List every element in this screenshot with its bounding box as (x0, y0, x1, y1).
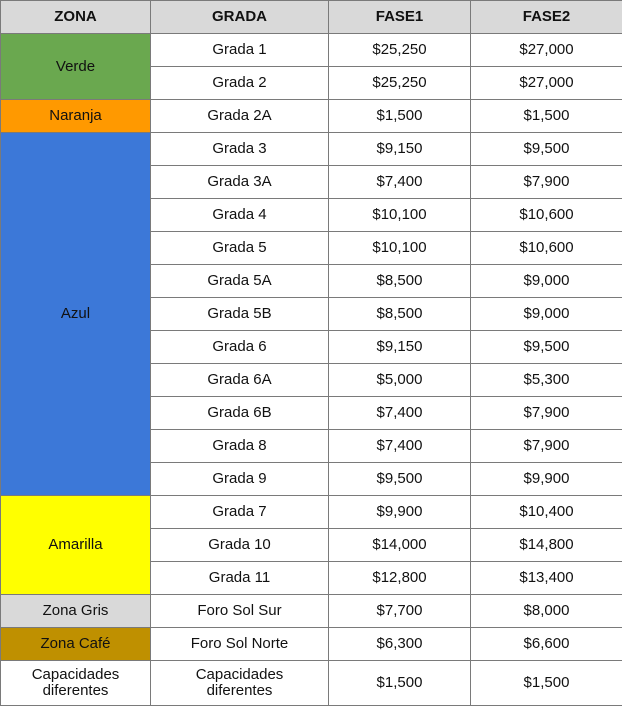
fase2-price-cell: $9,000 (471, 298, 622, 331)
fase2-price-cell: $9,900 (471, 463, 622, 496)
fase2-price-cell: $10,600 (471, 232, 622, 265)
fase2-price-cell: $1,500 (471, 661, 622, 706)
grada-cell: Grada 6 (151, 331, 329, 364)
table-row (1, 595, 622, 628)
header-grada: GRADA (151, 1, 329, 34)
zone-cell: Azul (1, 133, 151, 496)
fase1-price-cell: $1,500 (329, 661, 471, 706)
fase2-price-cell: $10,400 (471, 496, 622, 529)
fase1-price-cell: $10,100 (329, 232, 471, 265)
fase2-price-cell: $27,000 (471, 67, 622, 100)
table-row (1, 628, 622, 661)
fase2-price-cell: $9,000 (471, 265, 622, 298)
fase2-price-cell: $7,900 (471, 397, 622, 430)
grada-cell: Grada 4 (151, 199, 329, 232)
fase1-price-cell: $10,100 (329, 199, 471, 232)
fase1-price-cell: $7,400 (329, 166, 471, 199)
table-body (1, 34, 622, 706)
fase2-price-cell: $6,600 (471, 628, 622, 661)
grada-cell: Capacidades diferentes (151, 661, 329, 706)
grada-cell: Foro Sol Norte (151, 628, 329, 661)
grada-cell: Grada 2 (151, 67, 329, 100)
header-fase2: FASE2 (471, 1, 622, 34)
zone-cell: Verde (1, 34, 151, 100)
fase1-price-cell: $9,900 (329, 496, 471, 529)
fase1-price-cell: $7,700 (329, 595, 471, 628)
fase2-price-cell: $1,500 (471, 100, 622, 133)
fase1-price-cell: $9,150 (329, 133, 471, 166)
grada-cell: Grada 11 (151, 562, 329, 595)
grada-cell: Grada 10 (151, 529, 329, 562)
grada-cell: Grada 5A (151, 265, 329, 298)
table-row (1, 496, 622, 529)
grada-cell: Grada 5B (151, 298, 329, 331)
grada-cell: Grada 1 (151, 34, 329, 67)
fase1-price-cell: $7,400 (329, 430, 471, 463)
zone-cell: Naranja (1, 100, 151, 133)
fase2-price-cell: $8,000 (471, 595, 622, 628)
header-fase1: FASE1 (329, 1, 471, 34)
table-row (1, 100, 622, 133)
zone-cell: Capacidades diferentes (1, 661, 151, 706)
header-row (1, 1, 622, 34)
grada-cell: Grada 6A (151, 364, 329, 397)
zone-cell: Amarilla (1, 496, 151, 595)
grada-cell: Grada 7 (151, 496, 329, 529)
grada-cell: Grada 6B (151, 397, 329, 430)
fase2-price-cell: $9,500 (471, 133, 622, 166)
fase1-price-cell: $25,250 (329, 34, 471, 67)
fase2-price-cell: $9,500 (471, 331, 622, 364)
grada-cell: Grada 3A (151, 166, 329, 199)
zone-cell: Zona Gris (1, 595, 151, 628)
fase2-price-cell: $10,600 (471, 199, 622, 232)
table-row (1, 133, 622, 166)
fase1-price-cell: $8,500 (329, 265, 471, 298)
fase2-price-cell: $5,300 (471, 364, 622, 397)
fase2-price-cell: $7,900 (471, 166, 622, 199)
fase1-price-cell: $12,800 (329, 562, 471, 595)
table-header (1, 1, 622, 34)
fase2-price-cell: $13,400 (471, 562, 622, 595)
zone-cell: Zona Café (1, 628, 151, 661)
grada-cell: Grada 9 (151, 463, 329, 496)
fase1-price-cell: $1,500 (329, 100, 471, 133)
grada-cell: Foro Sol Sur (151, 595, 329, 628)
table-row (1, 34, 622, 67)
fase1-price-cell: $5,000 (329, 364, 471, 397)
fase1-price-cell: $14,000 (329, 529, 471, 562)
grada-cell: Grada 8 (151, 430, 329, 463)
grada-cell: Grada 3 (151, 133, 329, 166)
header-zona: ZONA (1, 1, 151, 34)
fase1-price-cell: $9,150 (329, 331, 471, 364)
fase1-price-cell: $25,250 (329, 67, 471, 100)
fase1-price-cell: $6,300 (329, 628, 471, 661)
table-row (1, 661, 622, 706)
fase1-price-cell: $9,500 (329, 463, 471, 496)
fase1-price-cell: $7,400 (329, 397, 471, 430)
grada-cell: Grada 5 (151, 232, 329, 265)
fase1-price-cell: $8,500 (329, 298, 471, 331)
grada-cell: Grada 2A (151, 100, 329, 133)
fase2-price-cell: $27,000 (471, 34, 622, 67)
fase2-price-cell: $14,800 (471, 529, 622, 562)
fase2-price-cell: $7,900 (471, 430, 622, 463)
